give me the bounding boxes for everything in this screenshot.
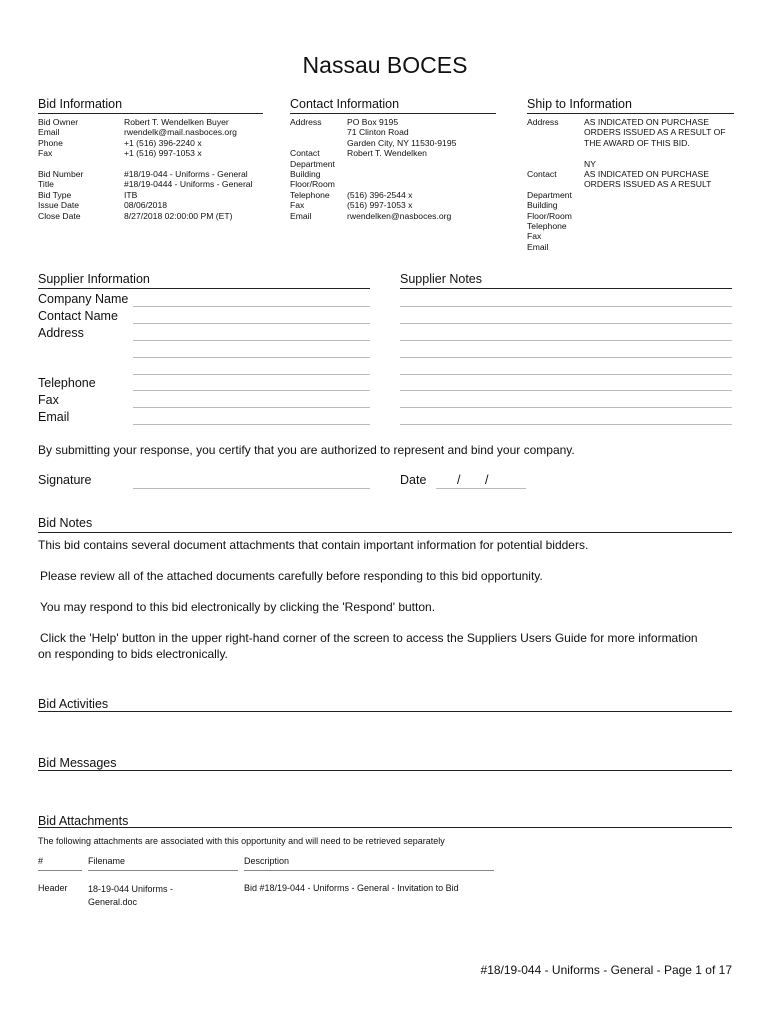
label: Department <box>527 189 572 200</box>
contact-information-heading: Contact Information <box>290 97 496 114</box>
ship-to-information-block <box>527 117 726 252</box>
label: Phone <box>38 137 63 148</box>
supplier-notes-line[interactable] <box>400 340 732 341</box>
email-field[interactable] <box>133 424 370 425</box>
bid-notes-paragraph: on responding to bids electronically. <box>38 647 228 661</box>
supplier-notes-line[interactable] <box>400 357 732 358</box>
supplier-information-heading: Supplier Information <box>38 272 370 289</box>
value: 71 Clinton Road <box>347 127 409 138</box>
supplier-notes-line[interactable] <box>400 306 732 307</box>
attachment-filename-link[interactable] <box>88 883 173 909</box>
telephone-label: Telephone <box>38 376 96 390</box>
address-field-line-2[interactable] <box>133 357 370 358</box>
label: Bid Number <box>38 169 84 180</box>
value: +1 (516) 997-1053 x <box>124 148 202 159</box>
page-title: Nassau BOCES <box>302 52 468 78</box>
value: ORDERS ISSUED AS A RESULT OF <box>584 127 726 138</box>
contact-name-label: Contact Name <box>38 309 118 323</box>
date-label: Date <box>400 473 427 487</box>
signature-label: Signature <box>38 473 92 487</box>
label: Building <box>527 200 558 211</box>
label: Issue Date <box>38 200 80 211</box>
column-underline <box>88 870 238 871</box>
value: THE AWARD OF THIS BID. <box>584 137 690 148</box>
ship-to-information-heading: Ship to Information <box>527 97 734 114</box>
value: #18/19-0444 - Uniforms - General <box>124 179 253 190</box>
signature-field[interactable] <box>133 488 370 489</box>
filename-line: General.doc <box>88 897 138 907</box>
contact-information-block <box>290 117 456 221</box>
attachment-number: Header <box>38 883 68 893</box>
label: Floor/Room <box>290 179 335 190</box>
attachment-description: Bid #18/19-044 - Uniforms - General - Invitation to Bid <box>244 883 459 893</box>
email-label: Email <box>38 410 70 424</box>
supplier-notes-line[interactable] <box>400 390 732 391</box>
telephone-field[interactable] <box>133 390 370 391</box>
date-separator: / <box>457 473 461 487</box>
bid-information-heading: Bid Information <box>38 97 263 114</box>
value: Garden City, NY 11530-9195 <box>347 137 457 148</box>
supplier-notes-line[interactable] <box>400 323 732 324</box>
bid-messages-heading: Bid Messages <box>38 756 117 770</box>
supplier-notes-line[interactable] <box>400 374 732 375</box>
value: ORDERS ISSUED AS A RESULT <box>584 179 712 190</box>
email-link[interactable]: rwendelken@nasboces.org <box>347 210 452 221</box>
column-underline <box>244 870 494 871</box>
column-header-filename: Filename <box>88 856 126 866</box>
bid-notes-paragraph: Click the 'Help' button in the upper right-hand corner of the screen to access the Suppliers Users Guide for more information <box>40 631 698 645</box>
bid-activities-heading: Bid Activities <box>38 697 109 711</box>
date-separator: / <box>485 473 489 487</box>
label: Bid Owner <box>38 117 79 127</box>
label: Contact <box>290 148 320 159</box>
certify-text: By submitting your response, you certify that you are authorized to represent and bind your company. <box>38 443 575 457</box>
label: Fax <box>527 231 542 242</box>
value: Robert T. Wendelken Buyer <box>124 117 229 127</box>
bid-notes-heading: Bid Notes <box>38 516 93 530</box>
supplier-notes-line[interactable] <box>400 407 732 408</box>
label: Telephone <box>527 221 567 232</box>
section-divider <box>38 770 732 771</box>
contact-name-field[interactable] <box>133 323 370 324</box>
value: AS INDICATED ON PURCHASE <box>584 117 709 127</box>
value: (516) 997-1053 x <box>347 200 413 211</box>
email-link[interactable]: rwendelk@mail.nasboces.org <box>124 127 237 138</box>
label: Contact <box>527 169 557 180</box>
label: Email <box>38 127 60 138</box>
supplier-notes-heading: Supplier Notes <box>400 272 732 289</box>
value: PO Box 9195 <box>347 117 399 127</box>
address-label: Address <box>38 326 84 340</box>
label: Bid Type <box>38 189 72 200</box>
supplier-notes-line[interactable] <box>400 424 732 425</box>
value: 8/27/2018 02:00:00 PM (ET) <box>124 210 233 221</box>
column-header-number: # <box>38 856 44 866</box>
label: Close Date <box>38 210 81 221</box>
label: Fax <box>290 200 305 211</box>
value: #18/19-044 - Uniforms - General <box>124 169 248 180</box>
column-header-description: Description <box>244 856 290 866</box>
page-footer: #18/19-044 - Uniforms - General - Page 1 of 17 <box>480 963 732 977</box>
bid-notes-paragraph: This bid contains several document attachments that contain important information for potential bidders. <box>38 538 589 552</box>
section-divider <box>38 827 732 828</box>
bid-notes-paragraph: Please review all of the attached documents carefully before responding to this bid opportunity. <box>40 569 543 583</box>
fax-field[interactable] <box>133 407 370 408</box>
label: Title <box>38 179 54 190</box>
section-divider <box>38 532 732 533</box>
label: Department <box>290 158 335 169</box>
value: Robert T. Wendelken <box>347 148 427 159</box>
label: Address <box>290 117 322 127</box>
address-field-line-3[interactable] <box>133 374 370 375</box>
company-name-field[interactable] <box>133 306 370 307</box>
label: Address <box>527 117 559 127</box>
company-name-label: Company Name <box>38 292 129 306</box>
filename-line: 18-19-044 Uniforms - <box>88 884 174 894</box>
value: (516) 396-2544 x <box>347 189 413 200</box>
address-field-line-1[interactable] <box>133 340 370 341</box>
label: Email <box>527 241 549 252</box>
value: ITB <box>124 189 138 200</box>
value: +1 (516) 396-2240 x <box>124 137 202 148</box>
bid-information-block <box>38 117 253 221</box>
label: Building <box>290 169 321 180</box>
bid-attachments-heading: Bid Attachments <box>38 814 129 828</box>
fax-label: Fax <box>38 393 59 407</box>
column-underline <box>38 870 82 871</box>
value: 08/06/2018 <box>124 200 168 211</box>
section-divider <box>38 711 732 712</box>
date-field[interactable] <box>436 488 526 489</box>
label: Fax <box>38 148 53 159</box>
value: NY <box>584 158 596 169</box>
value: AS INDICATED ON PURCHASE <box>584 169 709 180</box>
label: Email <box>290 210 312 221</box>
attachments-intro: The following attachments are associated with this opportunity and will need to be retrieved separately <box>38 836 445 846</box>
label: Telephone <box>290 189 330 200</box>
bid-notes-paragraph: You may respond to this bid electronically by clicking the 'Respond' button. <box>40 600 436 614</box>
label: Floor/Room <box>527 210 572 221</box>
